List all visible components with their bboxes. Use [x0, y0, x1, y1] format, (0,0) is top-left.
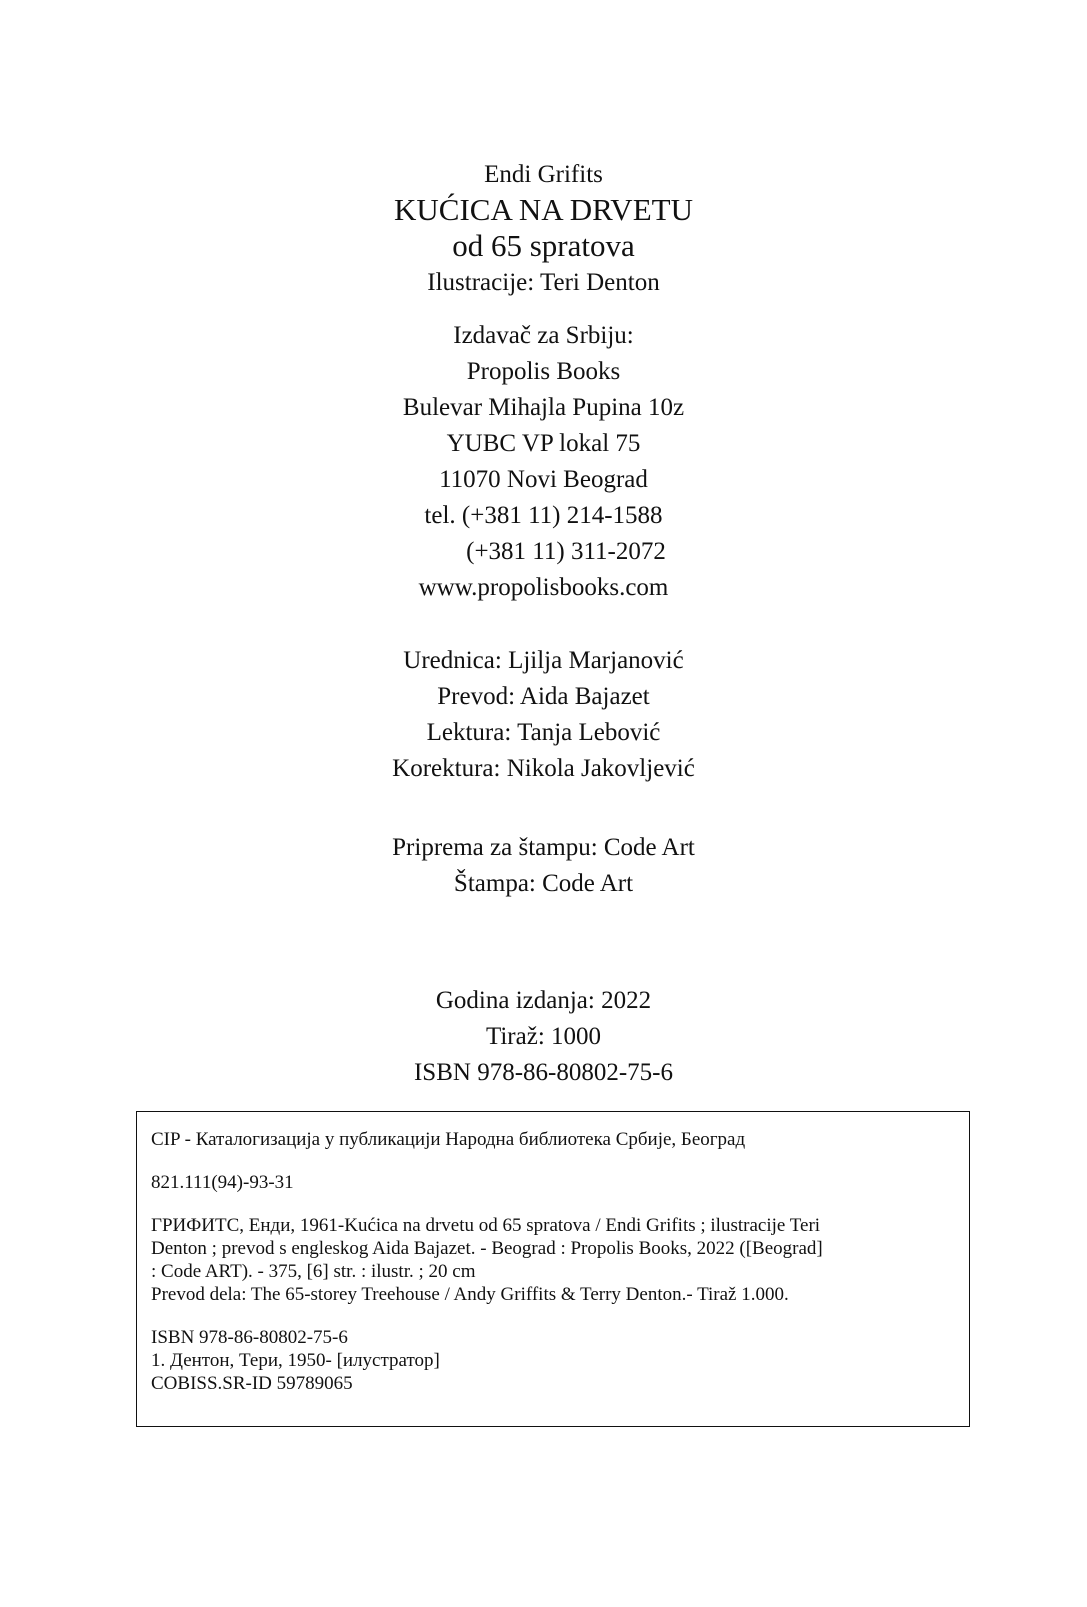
publisher-name: Propolis Books [466, 358, 621, 385]
proofreading-credit: Korektura: Nikola Jakovljević [392, 755, 695, 782]
publisher-info [0, 318, 1087, 606]
copyediting-credit: Lektura: Tanja Lebović [426, 719, 661, 746]
publisher-phone-2: (+381 11) 311-2072 [466, 538, 666, 565]
publisher-website: www.propolisbooks.com [418, 574, 669, 601]
cip-identifiers [151, 1326, 955, 1395]
cip-isbn: ISBN 978-86-80802-75-6 [151, 1327, 348, 1348]
publisher-street: Bulevar Mihajla Pupina 10z [402, 394, 685, 421]
illustrator-credit: Ilustracije: Teri Denton [427, 269, 660, 296]
cip-entry-line-2: Denton ; prevod s engleskog Aida Bajazet. - Beograd : Propolis Books, 2022 ([Beograd] [151, 1238, 823, 1259]
cip-cobiss: COBISS.SR-ID 59789065 [151, 1373, 353, 1394]
cip-udc: 821.111(94)-93-31 [151, 1172, 294, 1193]
cip-entry-line-3: : Code ART). - 375, [6] str. : ilustr. ; 20 cm [151, 1261, 476, 1282]
cip-entry [151, 1214, 955, 1306]
cip-subject: 1. Дентон, Тери, 1950- [илустратор] [151, 1350, 440, 1371]
author-name: Endi Grifits [484, 161, 603, 188]
cip-entry-line-4: Prevod dela: The 65-storey Treehouse / Andy Griffits & Terry Denton.- Tiraž 1.000. [151, 1284, 789, 1305]
print-run: Tiraž: 1000 [485, 1023, 602, 1050]
cip-heading: CIP - Каталогизација у публикацији Народна библиотека Србије, Београд [151, 1129, 746, 1150]
publisher-unit: YUBC VP lokal 75 [446, 430, 641, 457]
isbn: ISBN 978-86-80802-75-6 [413, 1059, 673, 1086]
staff-credits [0, 643, 1087, 787]
printing-credits [0, 830, 1087, 902]
book-title-line-1: KUĆICA NA DRVETU [394, 192, 693, 227]
print-credit: Štampa: Code Art [453, 870, 634, 897]
cip-record-box [136, 1111, 970, 1427]
edition-info [0, 983, 1087, 1091]
title-block [0, 158, 1087, 302]
translation-credit: Prevod: Aida Bajazet [437, 683, 650, 710]
publisher-city: 11070 Novi Beograd [439, 466, 648, 493]
prepress-credit: Priprema za štampu: Code Art [392, 834, 695, 861]
book-title-line-2: od 65 spratova [452, 228, 635, 263]
editor-credit: Urednica: Ljilja Marjanović [403, 647, 684, 674]
publisher-label: Izdavač za Srbiju: [453, 322, 634, 349]
edition-year: Godina izdanja: 2022 [435, 987, 652, 1014]
cip-entry-line-1: ГРИФИТС, Енди, 1961-Kućica na drvetu od 65 spratova / Endi Grifits ; ilustracije Teri [151, 1215, 821, 1236]
publisher-phone-1: tel. (+381 11) 214-1588 [424, 502, 663, 529]
